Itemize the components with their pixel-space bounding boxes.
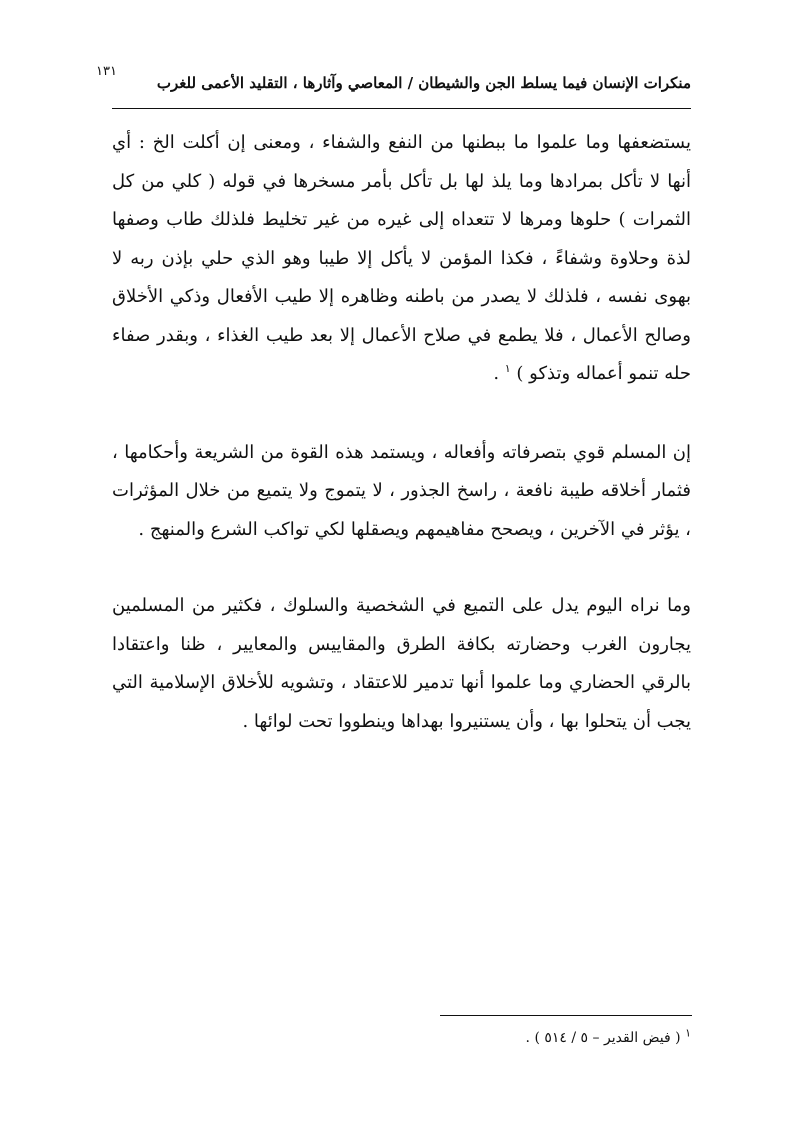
paragraph-1 xyxy=(112,124,691,394)
body-text xyxy=(112,124,691,779)
paragraph-3: وما نراه اليوم يدل على التميع في الشخصية والسلوك ، فكثير من المسلمين يجارون الغرب وحضارته بكافة الطرق والمقاييس والمعايير ، ظنا واعتقادا بالرقي الحضاري وما علموا أنها تدمير للاعتقاد ، وتشويه للأخلاق الإسلامية التي يجب أن يتحلوا بها ، وأن يستنيروا بهداها وينطووا تحت لوائها . xyxy=(112,595,691,732)
footnote xyxy=(525,1026,691,1046)
footnote-reference[interactable]: ١ xyxy=(504,362,511,375)
footnote-divider xyxy=(440,1015,692,1016)
paragraph-2: إن المسلم قوي بتصرفاته وأفعاله ، ويستمد هذه القوة من الشريعة وأحكامها ، فثمار أخلاقه طيبة نافعة ، راسخ الجذور ، لا يتموج ولا يتميع من خلال المؤثرات ، يؤثر في الآخرين ، ويصحح مفاهيمهم ويصقلها لكي تواكب الشرع والمنهج . xyxy=(112,441,691,540)
paragraph-1-text: يستضعفها وما علموا ما ببطنها من النفع والشفاء ، ومعنى إن أكلت الخ : أي أنها لا تأكل بمرادها وما يلذ لها بل تأكل بأمر مسخرها في قوله ( كلي من كل الثمرات ) حلوها ومرها لا تتعداه إلى غيره من غير تخليط فلذلك طاب وصفها لذة وحلاوة وشفاءً ، فكذا المؤمن لا يأكل إلا طيبا وهو الذي حلي بإذن ربه لا بهوى نفسه ، فلذلك لا يصدر من باطنه وظاهره إلا طيب الأفعال وذكي الأخلاق وصالح الأعمال ، فلا يطمع في صلاح الأعمال إلا بعد طيب الغذاء ، وبقدر صفاء حله تنمو أعماله وتذكو ) xyxy=(112,132,691,384)
footnote-text: ( فيض القدير – ٥ / ٥١٤ ) . xyxy=(525,1030,681,1046)
page-number: ١٣١ xyxy=(96,64,117,79)
header-divider xyxy=(112,108,691,109)
running-header: منكرات الإنسان فيما يسلط الجن والشيطان / المعاصي وآثارها ، التقليد الأعمى للغرب xyxy=(156,74,691,92)
footnote-marker: ١ xyxy=(685,1026,691,1040)
paragraph-1-end: . xyxy=(493,363,505,384)
